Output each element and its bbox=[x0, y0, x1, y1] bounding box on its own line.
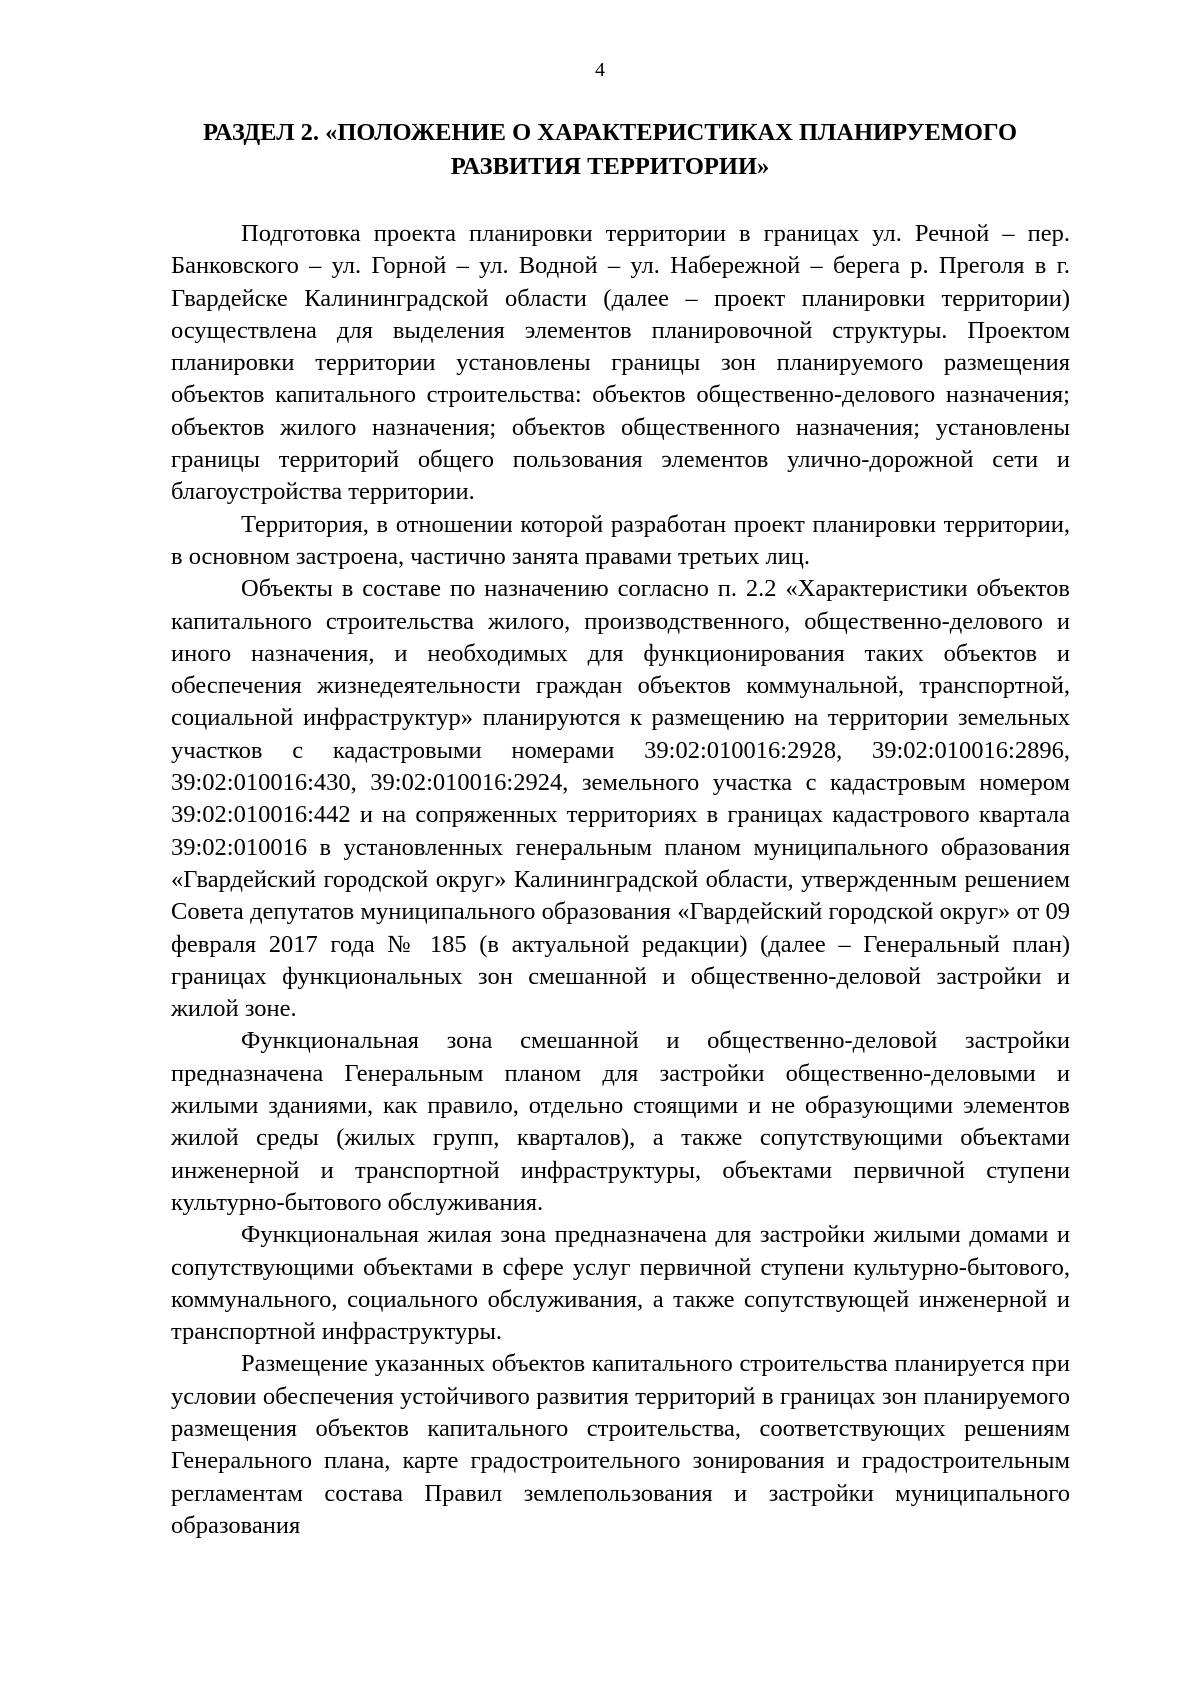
paragraph-mixed-zone: Функциональная зона смешанной и общественно-деловой застройки предназначена Генеральным планом для застройки общественно-деловыми и жилыми зданиями, как правило, отдельно стоящими и не образующими элементов жилой среды (жилых групп, кварталов), а также сопутствующими объектами инженерной и транспортной инфраструктуры, объектами первичной ступени культурно-бытового обслуживания. bbox=[171, 1027, 1070, 1216]
paragraph-objects: Объекты в составе по назначению согласно п. 2.2 «Характеристики объектов капитального строительства жилого, производственного, общественно-делового и иного назначения, и необходимых для функционирования таких объектов и обеспечения жизнедеятельности граждан объектов коммунальной, транспортной, социальной инфраструктур» планируются к размещению на территории земельных участков с кадастровыми номерами 39:02:010016:2928, 39:02:010016:2896, 39:02:010016:430, 39:02:010016:2924, земельного участка с кадастровым номером 39:02:010016:442 и на сопряженных территориях в границах кадастрового квартала 39:02:010016 в установленных генеральным планом муниципального образования «Гвардейский городской округ» Калининградской области, утвержденным решением Совета депутатов муниципального образования «Гвардейский городской округ» от 09 февраля 2017 года № 185 (в актуальной редакции) (далее – Генеральный план) границах функциональных зон смешанной и общественно-деловой застройки и жилой зоне. bbox=[171, 575, 1070, 1023]
paragraph-placement: Размещение указанных объектов капитального строительства планируется при условии обеспечения устойчивого развития территорий в границах зон планируемого размещения объектов капитального строительства, соответствующих решениям Генерального плана, карте градостроительного зонирования и градостроительным регламентам состава Правил землепользования и застройки муниципального образования bbox=[171, 1350, 1070, 1539]
paragraph-planning-project: Подготовка проекта планировки территории в границах ул. Речной – пер. Банковского – ул. Горной – ул. Водной – ул. Набережной – берега р. Преголя в г. Гвардейске Калининградской области (далее – проект планировки территории) осуществлена для выделения элементов планировочной структуры. Проектом планировки территории установлены границы зон планируемого размещения объектов капитального строительства: объектов общественно-делового назначения; объектов жилого назначения; объектов общественного назначения; установлены границы территорий общего пользования элементов улично-дорожной сети и благоустройства территории. bbox=[171, 220, 1070, 506]
section-heading-line-1: РАЗДЕЛ 2. «ПОЛОЖЕНИЕ О ХАРАКТЕРИСТИКАХ ПЛАНИРУЕМОГО bbox=[202, 119, 1018, 146]
section-heading-line-2: РАЗВИТИЯ ТЕРРИТОРИИ» bbox=[450, 153, 770, 180]
section-heading bbox=[160, 116, 1060, 184]
paragraph-residential-zone: Функциональная жилая зона предназначена для застройки жилыми домами и сопутствующими объектами в сфере услуг первичной ступени культурно-бытового, коммунального, социального обслуживания, а также сопутствующей инженерной и транспортной инфраструктуры. bbox=[171, 1221, 1070, 1346]
paragraph-territory: Территория, в отношении которой разработан проект планировки территории, в основном застроена, частично занята правами третьих лиц. bbox=[171, 510, 1070, 570]
page-number: 4 bbox=[595, 59, 605, 81]
body-text bbox=[171, 218, 1070, 1542]
